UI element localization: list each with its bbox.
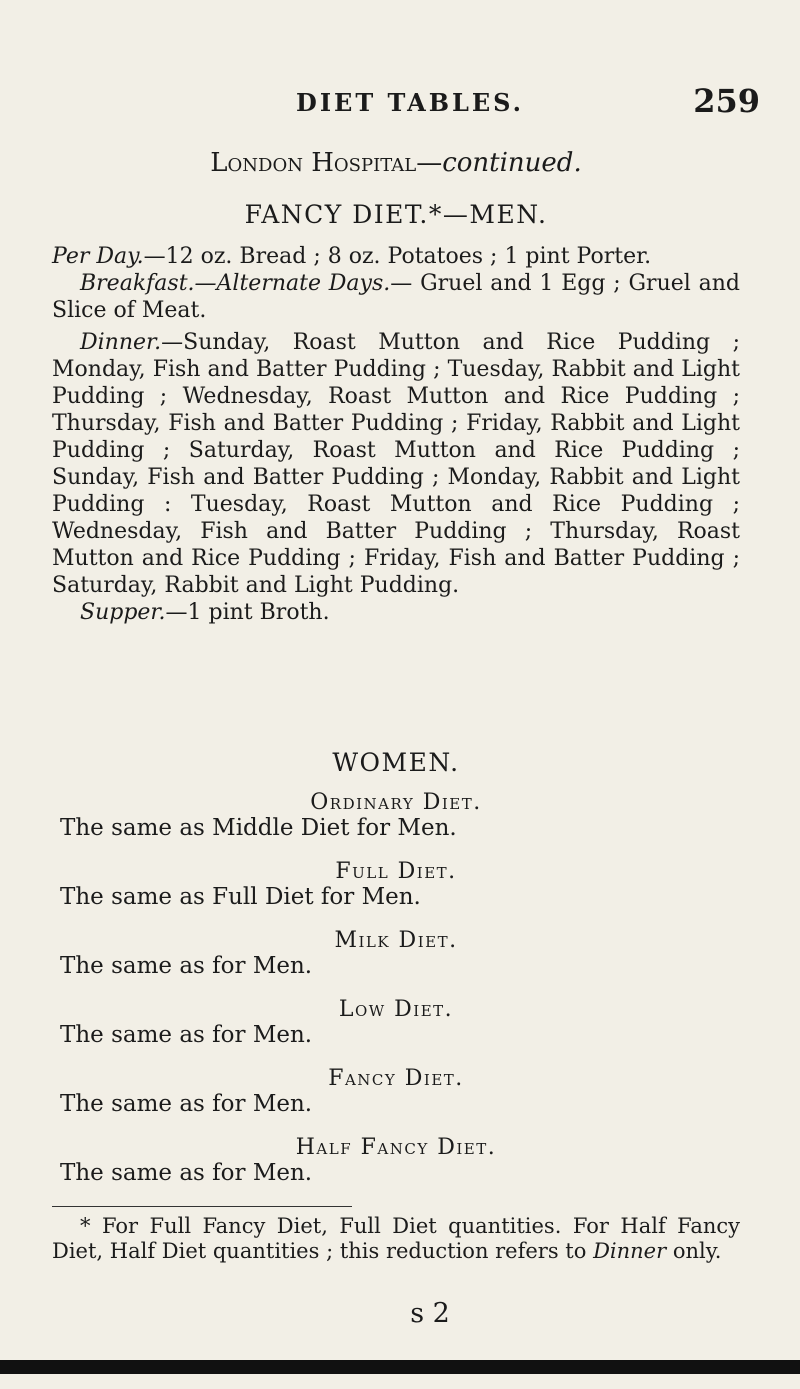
footnote-emphasis: Dinner (593, 1239, 667, 1263)
running-head (60, 82, 760, 122)
dinner-paragraph (52, 329, 740, 599)
men-diet-text (52, 243, 740, 626)
women-diet-item (52, 790, 740, 846)
diet-text: The same as for Men. (60, 1022, 313, 1048)
men-heading-block (52, 200, 740, 229)
dinner-label: Dinner. (80, 330, 162, 355)
footnote (52, 1214, 740, 1264)
women-heading-block (52, 748, 740, 777)
breakfast-paragraph (52, 270, 740, 324)
signature-mark: s 2 (410, 1298, 450, 1329)
hospital-name: London Hospital (210, 148, 417, 178)
diet-text: The same as for Men. (60, 953, 313, 979)
women-heading: WOMEN. (332, 748, 460, 777)
supper-label: Supper. (80, 600, 166, 625)
diet-heading: Low Diet. (338, 997, 454, 1022)
page-number: 259 (693, 82, 760, 120)
footnote-block (52, 1214, 740, 1264)
footnote-rule (52, 1206, 352, 1207)
diet-text: The same as Full Diet for Men. (60, 884, 421, 910)
per-day-label: Per Day. (52, 244, 144, 269)
men-heading: FANCY DIET.*—MEN. (244, 200, 548, 229)
supper-text: —1 pint Broth. (165, 600, 330, 625)
women-diet-list (52, 790, 740, 1191)
diet-text: The same as for Men. (60, 1091, 313, 1117)
breakfast-text: — Gruel and 1 Egg ; Gruel and Slice of Meat. (52, 271, 740, 323)
diet-text: The same as for Men. (60, 1160, 313, 1186)
women-diet-item (52, 997, 740, 1053)
diet-heading: Full Diet. (335, 859, 457, 884)
women-diet-item (52, 1066, 740, 1122)
breakfast-label: Breakfast.—Alternate Days. (80, 271, 391, 296)
women-diet-item (52, 928, 740, 984)
hospital-heading: London Hospital—continued. (210, 148, 582, 178)
diet-heading: Half Fancy Diet. (295, 1135, 497, 1160)
footnote-text: * For Full Fancy Diet, Full Diet quantities. For Half Fancy Diet, Half Diet quantities ; this reduction refers to (52, 1214, 740, 1263)
per-day-paragraph (52, 243, 740, 270)
bottom-band (0, 1360, 800, 1374)
diet-heading: Fancy Diet. (328, 1066, 464, 1091)
dinner-text: —Sunday, Roast Mutton and Rice Pudding ; Monday, Fish and Batter Pudding ; Tuesday, Rabbit and Light Pudding ; Wednesday, Roast Mutton and Rice Pudding ; Thursday, Fish and Batter Pudding ; Friday, Rabbit and Light Pudding ; Saturday, Roast Mutton and Rice Pudding ; Sunday, Fish and Batter Pudding ; Monday, Rabbit and Light Pudding : Tuesday, Roast Mutton and Rice Pudding ; Wednesday, Fish and Batter Pudding ; Thursday, Roast Mutton and Rice Pudding ; Friday, Fish and Batter Pudding ; Saturday, Rabbit and Light Pudding. (52, 330, 740, 598)
footnote-text-end: only. (666, 1239, 722, 1263)
women-diet-item (52, 859, 740, 915)
continued-label: continued. (442, 148, 582, 178)
diet-heading: Ordinary Diet. (310, 790, 482, 815)
supper-paragraph (52, 599, 740, 626)
per-day-text: —12 oz. Bread ; 8 oz. Potatoes ; 1 pint Porter. (143, 244, 652, 269)
diet-text: The same as Middle Diet for Men. (60, 815, 457, 841)
diet-heading: Milk Diet. (334, 928, 458, 953)
women-diet-item (52, 1135, 740, 1191)
running-title: DIET TABLES. (296, 88, 524, 117)
